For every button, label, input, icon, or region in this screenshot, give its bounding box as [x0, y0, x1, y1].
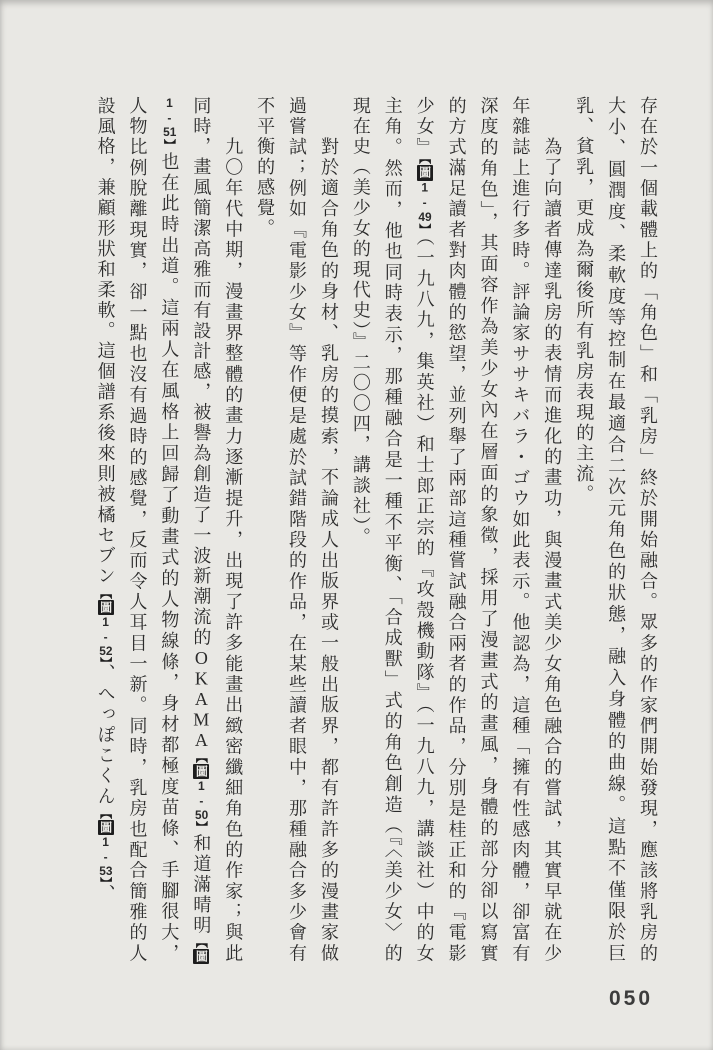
paragraph: 九〇年代中期，漫畫界整體的畫力逐漸提升，出現了許多能畫出緻密纖細角色的作家；與此同時，畫風簡潔高雅而有設計感，被譽為創造了一波新潮流的OKAMA【圖1-50】和道滿晴明【圖1-51】也在此時出道。這兩人在風格上回歸了動畫式的人物線條，身材都極度苗條、手腳很大，人物比例脫離現實，卻一點也沒有過時的感覺，反而令人耳目一新。同時，乳房也配合簡雅的人設風格，兼顧形狀和柔軟。這個譜系後來則被橘セブン【圖1-52】、へっぽこくん【圖1-53】、 [95, 96, 244, 964]
paragraph: 存在於一個載體上的「角色」和「乳房」終於開始融合。眾多的作家們開始發現，應該將乳房的大小、圓潤度、柔軟度等控制在最適合二次元角色的狀態，融入身體的曲線。這點不僅限於巨乳、貧乳，更成為爾後所有乳房表現的主流。 [574, 96, 658, 964]
figure-ref: 【圖1-52】 [98, 586, 113, 664]
figure-ref: 【圖1-51】 [162, 96, 209, 964]
text-block [85, 96, 663, 964]
figure-ref: 【圖1-53】 [98, 806, 113, 884]
page-number: 050 [609, 987, 654, 1010]
paragraph: 對於適合角色的身材、乳房的摸索，不論成人出版界或一般出版界，都有許許多的漫畫家做過嘗試；例如『電影少女』等作便是處於試錯階段的作品，在某些讀者眼中，那種融合多少會有不平衡的感覺。 [255, 96, 339, 964]
figure-ref: 【圖1-50】 [194, 750, 209, 834]
latin-text: OKAMA [191, 648, 212, 751]
paragraph: 為了向讀者傳達乳房的表情而進化的畫功，與漫畫式美少女角色融合的嘗試，其實早就在少年雜誌上進行多時。評論家ササキバラ・ゴウ如此表示。他認為，這種「擁有性感肉體，卻富有深度的角色」，其面容作為美少女內在層面的象徵，採用了漫畫式的畫風，身體的部分卻以寫實的方式滿足讀者對肉體的慾望，並列舉了兩部這種嘗試融合兩者的作品，分別是桂正和的『電影少女』【圖1-49】（一九八九，集英社）和士郎正宗的『攻殼機動隊』（一九八九，講談社）中的女主角。然而，他也同時表示，那種融合是一種不平衡、「合成獸」式的角色創造（『〈美少女〉的現在史（美少女的現代史）』二〇〇四，講談社）。 [350, 96, 563, 965]
figure-ref: 【圖1-49】 [417, 158, 432, 237]
